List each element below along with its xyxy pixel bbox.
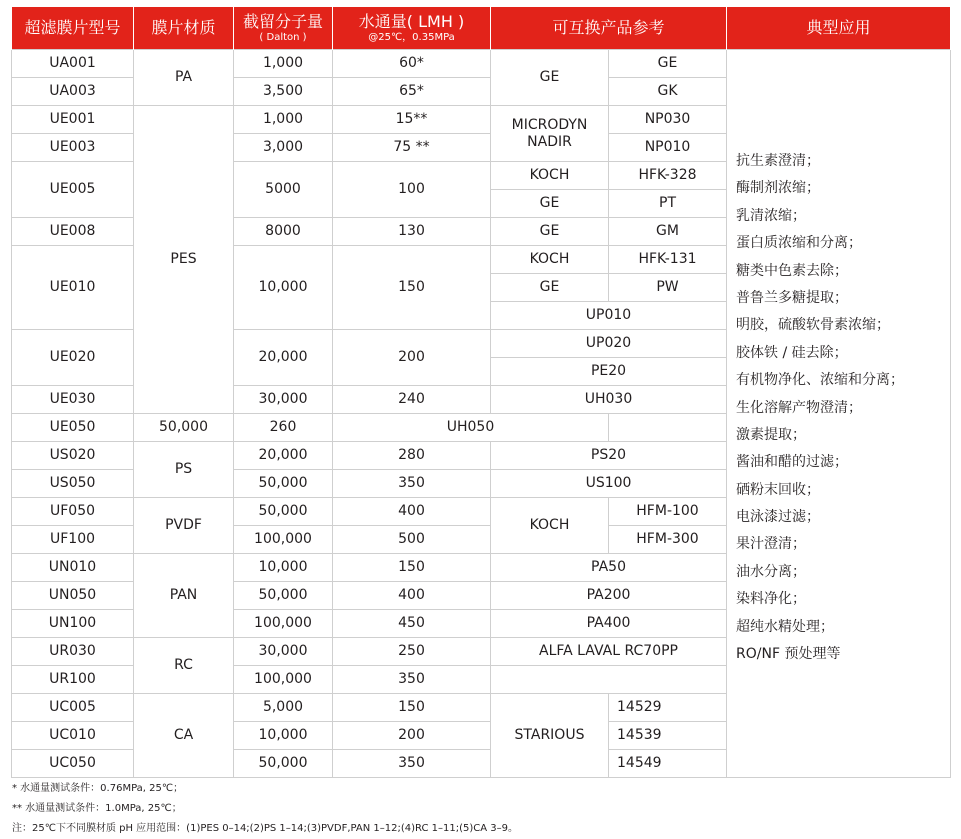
model-cell: UE010 (12, 246, 134, 330)
flux-cell: 400 (333, 498, 491, 526)
equiv-cell: PA200 (491, 582, 727, 610)
flux-cell: 15** (333, 106, 491, 134)
mwco-cell: 50,000 (234, 750, 333, 778)
flux-cell: 240 (333, 386, 491, 414)
equiv-cell: PA50 (491, 554, 727, 582)
flux-cell: 350 (333, 666, 491, 694)
table-row (12, 50, 951, 78)
application-item: 果汁澄清； (736, 536, 807, 553)
application-item: 胶体铁 / 硅去除； (736, 344, 848, 361)
mwco-cell: 10,000 (234, 246, 333, 330)
model-cell: UA003 (12, 78, 134, 106)
flux-cell: 150 (333, 246, 491, 330)
application-item: 有机物净化、浓缩和分离； (736, 372, 905, 389)
model-cell: UE050 (12, 414, 134, 442)
application-item: 酶制剂浓缩； (736, 180, 821, 197)
mwco-cell: 100,000 (234, 666, 333, 694)
material-cell: CA (134, 694, 234, 778)
equiv-model-cell: 14529 (609, 694, 727, 722)
equiv-model-cell: HFK-328 (609, 162, 727, 190)
application-item: 激素提取； (736, 426, 807, 443)
header-applications: 典型应用 (727, 7, 951, 50)
material-cell: PS (134, 442, 234, 498)
applications-cell (727, 50, 951, 778)
application-item: 酱油和醋的过滤； (736, 454, 849, 471)
equiv-brand-line: MICRODYN (511, 116, 588, 133)
application-item: 蛋白质浓缩和分离； (736, 235, 863, 252)
flux-cell: 500 (333, 526, 491, 554)
mwco-cell: 100,000 (234, 610, 333, 638)
header-mwco-unit: ( Dalton ) (259, 31, 307, 43)
mwco-cell: 30,000 (234, 638, 333, 666)
equiv-brand-cell (491, 106, 609, 162)
application-item: 超纯水精处理； (736, 618, 835, 635)
equiv-cell: UH050 (333, 414, 609, 442)
footnote-ph-range: 注：25℃下不同膜材质 pH 应用范围：(1)PES 0–14;(2)PS 1–14;(3)PVDF,PAN 1–12;(4)RC 1–11;(5)CA 3–9。 (12, 823, 518, 834)
model-cell: UN050 (12, 582, 134, 610)
model-cell: UN100 (12, 610, 134, 638)
mwco-cell: 5,000 (234, 694, 333, 722)
flux-cell: 75 ** (333, 134, 491, 162)
material-cell: PAN (134, 554, 234, 638)
equiv-model-cell: NP010 (609, 134, 727, 162)
equiv-model-cell: HFM-300 (609, 526, 727, 554)
equiv-brand-cell: KOCH (491, 162, 609, 190)
material-cell: PA (134, 50, 234, 106)
equiv-model-cell: PT (609, 190, 727, 218)
mwco-cell: 3,000 (234, 134, 333, 162)
mwco-cell: 8000 (234, 218, 333, 246)
material-cell: PES (134, 106, 234, 414)
equiv-cell: PS20 (491, 442, 727, 470)
equiv-brand-cell: GE (491, 218, 609, 246)
mwco-cell: 20,000 (234, 330, 333, 386)
mwco-cell: 3,500 (234, 78, 333, 106)
mwco-cell: 50,000 (234, 498, 333, 526)
header-mwco (234, 7, 333, 50)
flux-cell: 350 (333, 750, 491, 778)
equiv-cell: US100 (491, 470, 727, 498)
header-model: 超滤膜片型号 (12, 7, 134, 50)
header-material: 膜片材质 (134, 7, 234, 50)
flux-cell: 150 (333, 554, 491, 582)
header-flux (333, 7, 491, 50)
header-equivalent: 可互换产品参考 (491, 7, 727, 50)
equiv-model-cell: NP030 (609, 106, 727, 134)
footnote-single-star: * 水通量测试条件：0.76MPa, 25℃； (12, 783, 184, 794)
equiv-cell: PE20 (491, 358, 727, 386)
mwco-cell: 100,000 (234, 526, 333, 554)
flux-cell: 400 (333, 582, 491, 610)
model-cell: UN010 (12, 554, 134, 582)
flux-cell: 60* (333, 50, 491, 78)
equiv-brand-cell: STARIOUS (491, 694, 609, 778)
equiv-model-cell: HFK-131 (609, 246, 727, 274)
flux-cell: 450 (333, 610, 491, 638)
equiv-model-cell: GE (609, 50, 727, 78)
application-item: RO/NF 预处理等 (736, 646, 841, 663)
equiv-brand-cell: GE (491, 190, 609, 218)
flux-cell: 350 (333, 470, 491, 498)
equiv-cell: ALFA LAVAL RC70PP (491, 638, 727, 666)
flux-cell: 200 (333, 330, 491, 386)
model-cell: UC005 (12, 694, 134, 722)
mwco-cell: 10,000 (234, 554, 333, 582)
flux-cell: 200 (333, 722, 491, 750)
equiv-brand-cell: KOCH (491, 498, 609, 554)
model-cell: US050 (12, 470, 134, 498)
uf-membrane-table (11, 7, 951, 778)
model-cell: UF050 (12, 498, 134, 526)
header-flux-condition: @25℃，0.35MPa (368, 31, 455, 43)
equiv-cell-empty (491, 666, 727, 694)
equiv-cell: UP010 (491, 302, 727, 330)
footnotes (12, 779, 952, 839)
mwco-cell: 1,000 (234, 50, 333, 78)
model-cell: UE008 (12, 218, 134, 246)
mwco-cell: 10,000 (234, 722, 333, 750)
model-cell: UR100 (12, 666, 134, 694)
application-item: 普鲁兰多糖提取； (736, 289, 849, 306)
equiv-brand-line: NADIR (527, 133, 572, 150)
equiv-cell: UP020 (491, 330, 727, 358)
application-item: 明胶，硫酸软骨素浓缩； (736, 317, 891, 334)
equiv-cell: UH030 (491, 386, 727, 414)
application-item: 生化溶解产物澄清； (736, 399, 863, 416)
model-cell: UF100 (12, 526, 134, 554)
equiv-brand-cell: GE (491, 50, 609, 106)
flux-cell: 65* (333, 78, 491, 106)
model-cell: UE003 (12, 134, 134, 162)
flux-cell: 260 (234, 414, 333, 442)
header-flux-title: 水通量( LMH ) (358, 11, 465, 31)
flux-cell: 150 (333, 694, 491, 722)
flux-cell: 250 (333, 638, 491, 666)
mwco-cell: 50,000 (234, 470, 333, 498)
equiv-model-cell: 14539 (609, 722, 727, 750)
equiv-model-cell: GK (609, 78, 727, 106)
equiv-model-cell: PW (609, 274, 727, 302)
model-cell: UC050 (12, 750, 134, 778)
header-row (12, 7, 951, 50)
equiv-brand-cell: GE (491, 274, 609, 302)
header-mwco-title: 截留分子量 (242, 11, 323, 31)
flux-cell: 280 (333, 442, 491, 470)
equiv-brand-cell: KOCH (491, 246, 609, 274)
model-cell: UC010 (12, 722, 134, 750)
application-item: 抗生素澄清； (736, 153, 821, 169)
equiv-model-cell: GM (609, 218, 727, 246)
mwco-cell: 30,000 (234, 386, 333, 414)
application-item: 糖类中色素去除； (736, 262, 849, 279)
mwco-cell: 1,000 (234, 106, 333, 134)
model-cell: UA001 (12, 50, 134, 78)
model-cell: UE001 (12, 106, 134, 134)
application-item: 染料净化； (736, 591, 807, 608)
flux-cell: 130 (333, 218, 491, 246)
application-item: 油水分离； (736, 563, 807, 580)
equiv-cell: PA400 (491, 610, 727, 638)
flux-cell: 100 (333, 162, 491, 218)
model-cell: UR030 (12, 638, 134, 666)
equiv-model-cell: HFM-100 (609, 498, 727, 526)
footnote-double-star: ** 水通量测试条件：1.0MPa, 25℃； (12, 803, 182, 814)
model-cell: US020 (12, 442, 134, 470)
application-item: 乳清浓缩； (736, 207, 807, 224)
model-cell: UE005 (12, 162, 134, 218)
material-cell: RC (134, 638, 234, 694)
mwco-cell: 50,000 (234, 582, 333, 610)
model-cell: UE030 (12, 386, 134, 414)
mwco-cell: 5000 (234, 162, 333, 218)
application-item: 电泳漆过滤； (736, 509, 821, 526)
mwco-cell: 20,000 (234, 442, 333, 470)
equiv-model-cell: 14549 (609, 750, 727, 778)
material-cell: PVDF (134, 498, 234, 554)
model-cell: UE020 (12, 330, 134, 386)
mwco-cell: 50,000 (134, 414, 234, 442)
application-item: 硒粉末回收； (736, 481, 821, 498)
